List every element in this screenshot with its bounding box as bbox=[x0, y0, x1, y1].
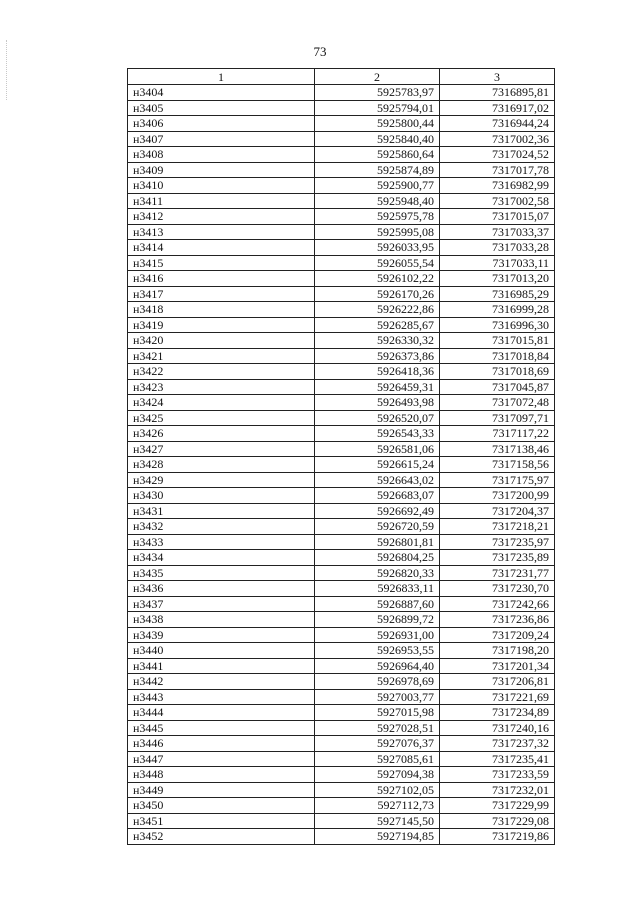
x-coordinate-cell: 5927094,38 bbox=[315, 767, 440, 783]
table-row bbox=[128, 410, 555, 426]
y-coordinate-cell: 7316944,24 bbox=[440, 116, 555, 132]
x-coordinate-cell: 5926804,25 bbox=[315, 550, 440, 566]
y-coordinate-cell: 7316996,30 bbox=[440, 317, 555, 333]
y-coordinate-cell: 7316982,99 bbox=[440, 178, 555, 194]
y-coordinate-cell: 7317230,70 bbox=[440, 581, 555, 597]
x-coordinate-cell: 5926978,69 bbox=[315, 674, 440, 690]
point-id-cell: н3435 bbox=[128, 565, 315, 581]
table-row bbox=[128, 596, 555, 612]
y-coordinate-cell: 7317198,20 bbox=[440, 643, 555, 659]
table-row bbox=[128, 612, 555, 628]
point-id-cell: н3408 bbox=[128, 147, 315, 163]
x-coordinate-cell: 5926222,86 bbox=[315, 302, 440, 318]
point-id-cell: н3412 bbox=[128, 209, 315, 225]
table-row bbox=[128, 627, 555, 643]
table-row bbox=[128, 488, 555, 504]
table-row bbox=[128, 751, 555, 767]
x-coordinate-cell: 5925948,40 bbox=[315, 193, 440, 209]
table-row bbox=[128, 798, 555, 814]
point-id-cell: н3419 bbox=[128, 317, 315, 333]
point-id-cell: н3428 bbox=[128, 457, 315, 473]
point-id-cell: н3448 bbox=[128, 767, 315, 783]
point-id-cell: н3433 bbox=[128, 534, 315, 550]
x-coordinate-cell: 5926615,24 bbox=[315, 457, 440, 473]
y-coordinate-cell: 7317221,69 bbox=[440, 689, 555, 705]
x-coordinate-cell: 5925995,08 bbox=[315, 224, 440, 240]
y-coordinate-cell: 7317204,37 bbox=[440, 503, 555, 519]
y-coordinate-cell: 7317002,58 bbox=[440, 193, 555, 209]
x-coordinate-cell: 5926285,67 bbox=[315, 317, 440, 333]
point-id-cell: н3417 bbox=[128, 286, 315, 302]
table-row bbox=[128, 674, 555, 690]
point-id-cell: н3415 bbox=[128, 255, 315, 271]
point-id-cell: н3406 bbox=[128, 116, 315, 132]
table-row bbox=[128, 503, 555, 519]
y-coordinate-cell: 7317013,20 bbox=[440, 271, 555, 287]
y-coordinate-cell: 7317138,46 bbox=[440, 441, 555, 457]
table-row bbox=[128, 581, 555, 597]
y-coordinate-cell: 7317242,66 bbox=[440, 596, 555, 612]
point-id-cell: н3404 bbox=[128, 85, 315, 101]
table-row bbox=[128, 286, 555, 302]
x-coordinate-cell: 5926643,02 bbox=[315, 472, 440, 488]
y-coordinate-cell: 7316895,81 bbox=[440, 85, 555, 101]
table-row bbox=[128, 255, 555, 271]
point-id-cell: н3411 bbox=[128, 193, 315, 209]
y-coordinate-cell: 7317236,86 bbox=[440, 612, 555, 628]
y-coordinate-cell: 7317235,41 bbox=[440, 751, 555, 767]
x-coordinate-cell: 5926820,33 bbox=[315, 565, 440, 581]
table-row bbox=[128, 472, 555, 488]
table-row bbox=[128, 240, 555, 256]
y-coordinate-cell: 7316999,28 bbox=[440, 302, 555, 318]
point-id-cell: н3444 bbox=[128, 705, 315, 721]
table-row bbox=[128, 767, 555, 783]
point-id-cell: н3413 bbox=[128, 224, 315, 240]
y-coordinate-cell: 7317017,78 bbox=[440, 162, 555, 178]
x-coordinate-cell: 5926520,07 bbox=[315, 410, 440, 426]
column-header: 1 bbox=[128, 69, 315, 85]
x-coordinate-cell: 5925975,78 bbox=[315, 209, 440, 225]
point-id-cell: н3426 bbox=[128, 426, 315, 442]
point-id-cell: н3447 bbox=[128, 751, 315, 767]
x-coordinate-cell: 5926833,11 bbox=[315, 581, 440, 597]
point-id-cell: н3438 bbox=[128, 612, 315, 628]
y-coordinate-cell: 7317233,59 bbox=[440, 767, 555, 783]
table-row bbox=[128, 720, 555, 736]
y-coordinate-cell: 7316985,29 bbox=[440, 286, 555, 302]
table-row bbox=[128, 457, 555, 473]
table-row bbox=[128, 643, 555, 659]
table-row bbox=[128, 426, 555, 442]
point-id-cell: н3422 bbox=[128, 364, 315, 380]
x-coordinate-cell: 5926931,00 bbox=[315, 627, 440, 643]
y-coordinate-cell: 7317231,77 bbox=[440, 565, 555, 581]
point-id-cell: н3410 bbox=[128, 178, 315, 194]
x-coordinate-cell: 5927076,37 bbox=[315, 736, 440, 752]
x-coordinate-cell: 5926033,95 bbox=[315, 240, 440, 256]
table-row bbox=[128, 100, 555, 116]
table-row bbox=[128, 209, 555, 225]
y-coordinate-cell: 7317175,97 bbox=[440, 472, 555, 488]
point-id-cell: н3441 bbox=[128, 658, 315, 674]
y-coordinate-cell: 7316917,02 bbox=[440, 100, 555, 116]
x-coordinate-cell: 5927194,85 bbox=[315, 829, 440, 845]
table-row bbox=[128, 689, 555, 705]
point-id-cell: н3405 bbox=[128, 100, 315, 116]
y-coordinate-cell: 7317206,81 bbox=[440, 674, 555, 690]
table-row bbox=[128, 333, 555, 349]
x-coordinate-cell: 5925800,44 bbox=[315, 116, 440, 132]
x-coordinate-cell: 5926692,49 bbox=[315, 503, 440, 519]
x-coordinate-cell: 5926964,40 bbox=[315, 658, 440, 674]
y-coordinate-cell: 7317158,56 bbox=[440, 457, 555, 473]
table-row bbox=[128, 813, 555, 829]
y-coordinate-cell: 7317015,81 bbox=[440, 333, 555, 349]
column-header: 2 bbox=[315, 69, 440, 85]
x-coordinate-cell: 5927003,77 bbox=[315, 689, 440, 705]
y-coordinate-cell: 7317209,24 bbox=[440, 627, 555, 643]
x-coordinate-cell: 5927015,98 bbox=[315, 705, 440, 721]
coordinates-table bbox=[127, 68, 555, 845]
x-coordinate-cell: 5925874,89 bbox=[315, 162, 440, 178]
x-coordinate-cell: 5925840,40 bbox=[315, 131, 440, 147]
point-id-cell: н3440 bbox=[128, 643, 315, 659]
x-coordinate-cell: 5926543,33 bbox=[315, 426, 440, 442]
point-id-cell: н3421 bbox=[128, 348, 315, 364]
y-coordinate-cell: 7317015,07 bbox=[440, 209, 555, 225]
y-coordinate-cell: 7317097,71 bbox=[440, 410, 555, 426]
table-header-row bbox=[128, 69, 555, 85]
x-coordinate-cell: 5927028,51 bbox=[315, 720, 440, 736]
point-id-cell: н3423 bbox=[128, 379, 315, 395]
table-row bbox=[128, 736, 555, 752]
point-id-cell: н3416 bbox=[128, 271, 315, 287]
y-coordinate-cell: 7317219,86 bbox=[440, 829, 555, 845]
table-row bbox=[128, 271, 555, 287]
y-coordinate-cell: 7317235,89 bbox=[440, 550, 555, 566]
table-row bbox=[128, 534, 555, 550]
point-id-cell: н3418 bbox=[128, 302, 315, 318]
table-row bbox=[128, 85, 555, 101]
point-id-cell: н3443 bbox=[128, 689, 315, 705]
point-id-cell: н3442 bbox=[128, 674, 315, 690]
point-id-cell: н3425 bbox=[128, 410, 315, 426]
y-coordinate-cell: 7317072,48 bbox=[440, 395, 555, 411]
point-id-cell: н3407 bbox=[128, 131, 315, 147]
y-coordinate-cell: 7317033,28 bbox=[440, 240, 555, 256]
y-coordinate-cell: 7317033,37 bbox=[440, 224, 555, 240]
table-row bbox=[128, 550, 555, 566]
y-coordinate-cell: 7317218,21 bbox=[440, 519, 555, 535]
x-coordinate-cell: 5926330,32 bbox=[315, 333, 440, 349]
y-coordinate-cell: 7317229,99 bbox=[440, 798, 555, 814]
point-id-cell: н3434 bbox=[128, 550, 315, 566]
point-id-cell: н3429 bbox=[128, 472, 315, 488]
table-row bbox=[128, 147, 555, 163]
table-row bbox=[128, 829, 555, 845]
table-row bbox=[128, 116, 555, 132]
y-coordinate-cell: 7317232,01 bbox=[440, 782, 555, 798]
y-coordinate-cell: 7317237,32 bbox=[440, 736, 555, 752]
x-coordinate-cell: 5926887,60 bbox=[315, 596, 440, 612]
point-id-cell: н3439 bbox=[128, 627, 315, 643]
y-coordinate-cell: 7317024,52 bbox=[440, 147, 555, 163]
page-number: 73 bbox=[313, 44, 327, 59]
point-id-cell: н3445 bbox=[128, 720, 315, 736]
table-row bbox=[128, 302, 555, 318]
table-row bbox=[128, 441, 555, 457]
table-row bbox=[128, 658, 555, 674]
y-coordinate-cell: 7317018,69 bbox=[440, 364, 555, 380]
table-row bbox=[128, 379, 555, 395]
table-row bbox=[128, 395, 555, 411]
y-coordinate-cell: 7317002,36 bbox=[440, 131, 555, 147]
table-row bbox=[128, 178, 555, 194]
x-coordinate-cell: 5927112,73 bbox=[315, 798, 440, 814]
x-coordinate-cell: 5927102,05 bbox=[315, 782, 440, 798]
x-coordinate-cell: 5927085,61 bbox=[315, 751, 440, 767]
table-row bbox=[128, 224, 555, 240]
point-id-cell: н3424 bbox=[128, 395, 315, 411]
point-id-cell: н3449 bbox=[128, 782, 315, 798]
y-coordinate-cell: 7317117,22 bbox=[440, 426, 555, 442]
x-coordinate-cell: 5926170,26 bbox=[315, 286, 440, 302]
table-row bbox=[128, 519, 555, 535]
x-coordinate-cell: 5926418,36 bbox=[315, 364, 440, 380]
point-id-cell: н3427 bbox=[128, 441, 315, 457]
x-coordinate-cell: 5926953,55 bbox=[315, 643, 440, 659]
y-coordinate-cell: 7317229,08 bbox=[440, 813, 555, 829]
x-coordinate-cell: 5926102,22 bbox=[315, 271, 440, 287]
point-id-cell: н3432 bbox=[128, 519, 315, 535]
table-row bbox=[128, 348, 555, 364]
x-coordinate-cell: 5925860,64 bbox=[315, 147, 440, 163]
table-row bbox=[128, 131, 555, 147]
x-coordinate-cell: 5925783,97 bbox=[315, 85, 440, 101]
table-row bbox=[128, 364, 555, 380]
point-id-cell: н3452 bbox=[128, 829, 315, 845]
table-row bbox=[128, 317, 555, 333]
x-coordinate-cell: 5926055,54 bbox=[315, 255, 440, 271]
y-coordinate-cell: 7317045,87 bbox=[440, 379, 555, 395]
point-id-cell: н3409 bbox=[128, 162, 315, 178]
point-id-cell: н3431 bbox=[128, 503, 315, 519]
point-id-cell: н3450 bbox=[128, 798, 315, 814]
y-coordinate-cell: 7317200,99 bbox=[440, 488, 555, 504]
y-coordinate-cell: 7317234,89 bbox=[440, 705, 555, 721]
y-coordinate-cell: 7317235,97 bbox=[440, 534, 555, 550]
table-row bbox=[128, 565, 555, 581]
table-row bbox=[128, 193, 555, 209]
x-coordinate-cell: 5926720,59 bbox=[315, 519, 440, 535]
x-coordinate-cell: 5925794,01 bbox=[315, 100, 440, 116]
x-coordinate-cell: 5926459,31 bbox=[315, 379, 440, 395]
y-coordinate-cell: 7317240,16 bbox=[440, 720, 555, 736]
x-coordinate-cell: 5925900,77 bbox=[315, 178, 440, 194]
table-row bbox=[128, 162, 555, 178]
x-coordinate-cell: 5926373,86 bbox=[315, 348, 440, 364]
point-id-cell: н3420 bbox=[128, 333, 315, 349]
x-coordinate-cell: 5926899,72 bbox=[315, 612, 440, 628]
point-id-cell: н3437 bbox=[128, 596, 315, 612]
y-coordinate-cell: 7317201,34 bbox=[440, 658, 555, 674]
point-id-cell: н3436 bbox=[128, 581, 315, 597]
point-id-cell: н3446 bbox=[128, 736, 315, 752]
y-coordinate-cell: 7317033,11 bbox=[440, 255, 555, 271]
table-row bbox=[128, 705, 555, 721]
table-body bbox=[128, 85, 555, 845]
point-id-cell: н3414 bbox=[128, 240, 315, 256]
x-coordinate-cell: 5926801,81 bbox=[315, 534, 440, 550]
point-id-cell: н3430 bbox=[128, 488, 315, 504]
point-id-cell: н3451 bbox=[128, 813, 315, 829]
table-row bbox=[128, 782, 555, 798]
y-coordinate-cell: 7317018,84 bbox=[440, 348, 555, 364]
x-coordinate-cell: 5926581,06 bbox=[315, 441, 440, 457]
column-header: 3 bbox=[440, 69, 555, 85]
x-coordinate-cell: 5926493,98 bbox=[315, 395, 440, 411]
x-coordinate-cell: 5927145,50 bbox=[315, 813, 440, 829]
x-coordinate-cell: 5926683,07 bbox=[315, 488, 440, 504]
